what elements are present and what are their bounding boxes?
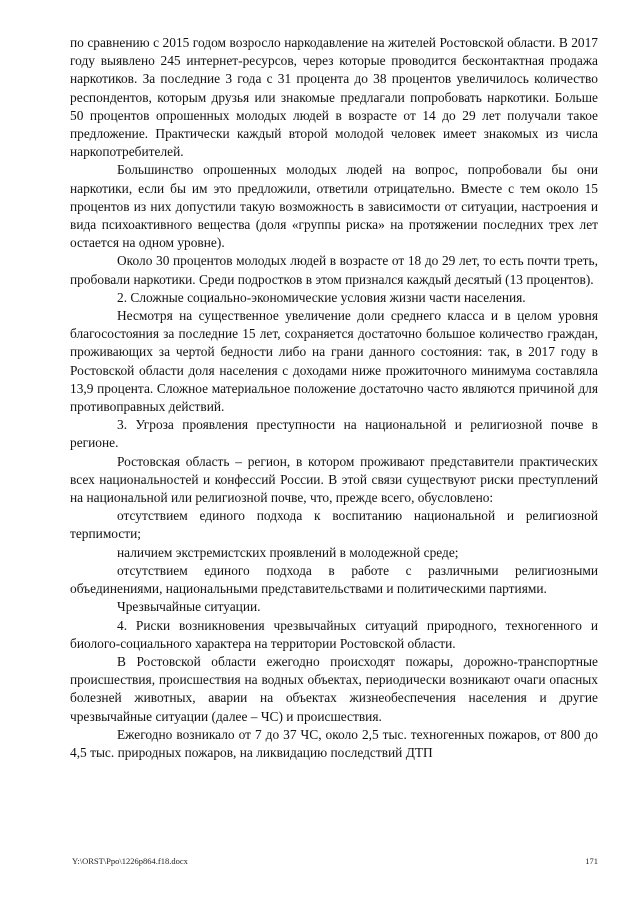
list-item: отсутствием единого подхода к воспитанию национальной и религиозной терпимости; [70, 508, 598, 542]
paragraph: Ростовская область – регион, в котором проживают представители практических всех национальностей и конфессий России. В этой связи существуют риски преступлений на национальной или религиозной почве, что, прежде всего, обусловлено: [70, 453, 598, 506]
paragraph: Ежегодно возникало от 7 до 37 ЧС, около 2,5 тыс. техногенных пожаров, от 800 до 4,5 тыс. природных пожаров, на ликвидацию последствий ДТП [70, 726, 598, 760]
list-item: наличием экстремистских проявлений в молодежной среде; [117, 544, 459, 560]
paragraph: Большинство опрошенных молодых людей на вопрос, попробовали бы они наркотики, если бы им это предложили, ответили отрицательно. Вместе с тем около 15 процентов из них допустили такую возможность в зависимости от ситуации, настроения и вида психоактивного вещества (доля «группы риска» на протяжении последних трех лет остается на одном уровне). [70, 162, 598, 251]
paragraph: Около 30 процентов молодых людей в возрасте от 18 до 29 лет, то есть почти треть, пробовали наркотики. Среди подростков в этом признался каждый десятый (13 процентов). [70, 253, 598, 287]
paragraph: Несмотря на существенное увеличение доли среднего класса и в целом уровня благосостояния за последние 15 лет, сохраняется достаточно большое количество граждан, проживающих за чертой бедности либо на грани данного состояния: так, в 2017 году в Ростовской области доля населения с доходами ниже прожиточного минимума составляла 13,9 процента. Сложное материальное положение достаточно часто являются причиной для противоправных действий. [70, 308, 598, 415]
paragraph: В Ростовской области ежегодно происходят пожары, дорожно-транспортные происшествия, происшествия на водных объектах, периодически возникают очаги опасных болезней животных, аварии на объектах жизнеобеспечения населения и другие чрезвычайные ситуации (далее – ЧС) и происшествия. [70, 653, 598, 724]
section-heading: 4. Риски возникновения чрезвычайных ситуаций природного, техногенного и биолого-социального характера на территории Ростовской области. [70, 617, 598, 651]
footer-file-path: Y:\ORST\Ppo\1226p864.f18.docx [72, 856, 188, 866]
section-heading: 3. Угроза проявления преступности на национальной и религиозной почве в регионе. [70, 417, 598, 451]
section-heading: 2. Сложные социально-экономические условия жизни части населения. [117, 289, 526, 305]
list-item: отсутствием единого подхода в работе с различными религиозными объединениями, национальными представительствами и политическими партиями. [70, 562, 598, 597]
paragraph: по сравнению с 2015 годом возросло наркодавление на жителей Ростовской области. В 2017 году выявлено 245 интернет-ресурсов, через которые проводится бесконтактная продажа наркотиков. За последние 3 года с 31 процента до 38 процентов увеличилось количество респондентов, которым друзья или знакомые предлагали попробовать наркотики. Больше 50 процентов опрошенных молодых людей в возрасте от 14 до 29 лет получали такое предложение. Практически каждый второй молодой человек имеет знакомых из числа наркопотребителей. [70, 35, 598, 160]
document-body [70, 34, 598, 762]
section-heading: Чрезвычайные ситуации. [117, 599, 261, 615]
page-number: 171 [585, 856, 598, 866]
